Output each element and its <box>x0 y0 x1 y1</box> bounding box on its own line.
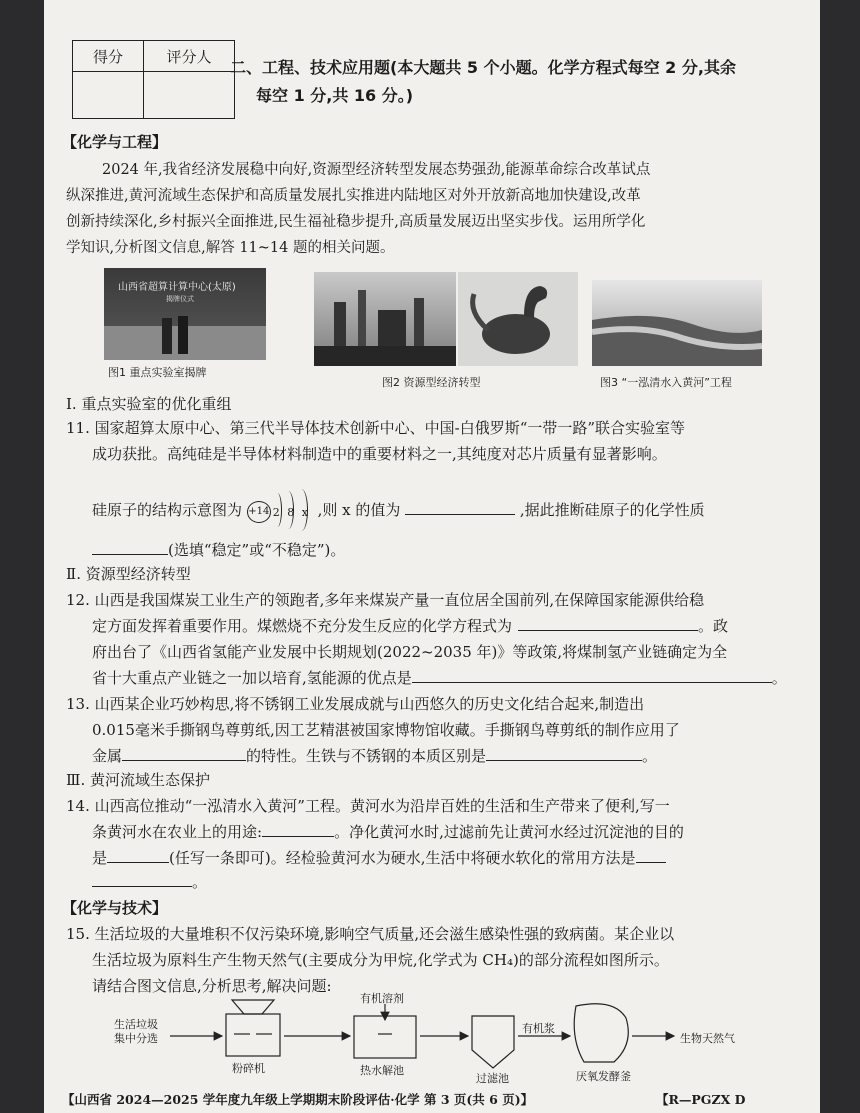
page-footer: 【山西省 2024—2025 学年度九年级上学期期末阶段评估·化学 第 3 页(共 6 页)】 <box>62 1092 534 1107</box>
grader-label: 评分人 <box>144 41 235 72</box>
q14-blank-purpose[interactable] <box>107 848 169 863</box>
q11-blank-stability[interactable] <box>92 540 168 555</box>
flow-slurry-label: 有机浆 <box>522 1022 555 1035</box>
q12-text-c: 省十大重点产业链之一加以培育,氢能源的优点是 <box>92 669 412 687</box>
q13-text-b: 的特性。生铁与不锈钢的本质区别是 <box>246 747 487 765</box>
q12-text-a: 定方面发挥着重要作用。煤燃烧不充分发生反应的化学方程式为 <box>92 617 513 635</box>
q11-text-b: ,则 x 的值为 <box>317 501 401 519</box>
q14-line3 <box>92 848 666 868</box>
q11-text-d: (选填“稳定”或“不稳定”)。 <box>168 541 346 559</box>
figure-2-caption: 图2 资源型经济转型 <box>382 376 481 389</box>
eng-para-3: 创新持续深化,乡村振兴全面推进,民生福祉稳步提升,高质量发展迈出坚实步伐。运用所学化 <box>66 214 646 230</box>
q14-line4 <box>92 872 207 892</box>
figure-3-caption: 图3 “一泓清水入黄河”工程 <box>600 376 732 389</box>
flow-input-label-2: 集中分选 <box>114 1032 158 1045</box>
q11-text-c: ,据此推断硅原子的化学性质 <box>519 501 705 519</box>
subsection-3-title: Ⅲ. 黄河流域生态保护 <box>66 771 211 789</box>
grader-box[interactable] <box>144 72 235 119</box>
q11-line2: 成功获批。高纯硅是半导体材料制造中的重要材料之一,其纯度对芯片质量有显著影响。 <box>92 445 667 463</box>
q14-blank-softening-cont[interactable] <box>92 872 192 887</box>
q13-line2: 0.015毫米手撕钢鸟尊剪纸,因工艺精湛被国家博物馆收藏。手撕钢鸟尊剪纸的制作应用了 <box>92 721 680 739</box>
q11-blank-x[interactable] <box>405 500 515 515</box>
q12-line1: 12. 山西是我国煤炭工业生产的领跑者,多年来煤炭产量一直位居全国前列,在保障国家能源供给稳 <box>66 591 705 609</box>
subsection-1-title: Ⅰ. 重点实验室的优化重组 <box>66 395 232 413</box>
q12-line4 <box>92 668 787 688</box>
q12-text-b: 。政 <box>698 617 729 635</box>
figure-2-factory-photo <box>314 272 456 366</box>
q14-line2 <box>92 822 684 842</box>
eng-para-2: 纵深推进,黄河流域生态保护和高质量发展扎实推进内陆地区对外开放新高地加快建设,改革 <box>66 188 641 204</box>
nucleus-circle: +14 <box>247 501 271 523</box>
q14-text-d: (任写一条即可)。经检验黄河水为硬水,生活中将硬水软化的常用方法是 <box>169 849 636 867</box>
score-table <box>72 40 235 119</box>
person-1 <box>162 318 172 354</box>
q13-text-a: 金属 <box>92 747 123 765</box>
flow-digester-label: 厌氧发酵釜 <box>576 1070 631 1083</box>
q14-text-a: 条黄河水在农业上的用途: <box>92 823 263 841</box>
q14-text-e: 。 <box>192 873 208 891</box>
q14-blank-use[interactable] <box>262 822 334 837</box>
q12-blank-advantage[interactable] <box>412 668 772 683</box>
flow-solvent-label: 有机溶剂 <box>360 992 404 1005</box>
figure-1-caption: 图1 重点实验室揭牌 <box>108 366 207 379</box>
q15-line1: 15. 生活垃圾的大量堆积不仅污染环境,影响空气质量,还会滋生感染性强的致病菌。某企业以 <box>66 925 675 943</box>
eng-header: 【化学与工程】 <box>62 133 168 151</box>
score-box[interactable] <box>73 72 144 119</box>
q11-line3 <box>92 500 705 521</box>
flow-lines <box>114 990 754 1080</box>
flow-crusher-label: 粉碎机 <box>232 1062 265 1075</box>
q13-line3 <box>92 746 657 766</box>
q14-text-b: 。净化黄河水时,过滤前先让黄河水经过沉淀池的目的 <box>334 823 684 841</box>
q13-text-c: 。 <box>642 747 658 765</box>
q15-line3: 请结合图文信息,分析思考,解决问题: <box>92 977 332 995</box>
process-flow-diagram <box>114 990 754 1085</box>
flow-hydrolysis-label: 热水解池 <box>360 1064 404 1077</box>
tech-header: 【化学与技术】 <box>62 899 168 917</box>
q12-line3: 府出台了《山西省氢能产业发展中长期规划(2022~2035 年)》等政策,将煤制氢产业链确定为全 <box>92 643 728 661</box>
q12-text-d: 。 <box>771 669 787 687</box>
silicon-atom-diagram <box>247 501 313 521</box>
q14-text-c: 是 <box>92 849 108 867</box>
flow-input-label-1: 生活垃圾 <box>114 1018 158 1031</box>
section-title: 二、工程、技术应用题(本大题共 5 个小题。化学方程式每空 2 分,其余 <box>230 58 736 77</box>
q14-blank-softening[interactable] <box>636 848 666 863</box>
flow-filter-label: 过滤池 <box>476 1072 509 1085</box>
q13-line1: 13. 山西某企业巧妙构思,将不锈钢工业发展成就与山西悠久的历史文化结合起来,制造出 <box>66 695 645 713</box>
figure-1-photo <box>104 268 266 360</box>
q13-blank-property[interactable] <box>122 746 246 761</box>
figure-1-sub-text: 揭牌仪式 <box>166 295 194 303</box>
q11-line1: 11. 国家超算太原中心、第三代半导体技术创新中心、中国-白俄罗斯“一带一路”联合实验室等 <box>66 419 686 437</box>
q11-text-a: 硅原子的结构示意图为 <box>92 501 243 519</box>
q11-line4 <box>92 540 345 560</box>
q12-line2 <box>92 616 728 636</box>
figure-3-river-photo <box>592 280 762 366</box>
page-footer-code: 【R—PGZX D <box>656 1092 746 1107</box>
person-2 <box>178 316 188 354</box>
q13-blank-difference[interactable] <box>486 746 642 761</box>
eng-para-4: 学知识,分析图文信息,解答 11~14 题的相关问题。 <box>66 240 395 256</box>
subsection-2-title: Ⅱ. 资源型经济转型 <box>66 565 191 583</box>
score-label: 得分 <box>73 41 144 72</box>
figure-2-bird-zun-photo <box>458 272 578 366</box>
flow-product-label: 生物天然气 <box>680 1032 735 1045</box>
q15-line2: 生活垃圾为原料生产生物天然气(主要成分为甲烷,化学式为 CH₄)的部分流程如图所示。 <box>92 951 669 969</box>
figure-1-screen-text: 山西省超算计算中心(太原) <box>118 282 236 293</box>
eng-para-1: 2024 年,我省经济发展稳中向好,资源型经济转型发展态势强劲,能源革命综合改革试点 <box>102 162 651 178</box>
exam-page <box>44 0 820 1113</box>
q12-blank-equation[interactable] <box>518 616 698 631</box>
electron-counts: 2 8 x <box>272 506 310 519</box>
section-title-cont: 每空 1 分,共 16 分。) <box>256 86 414 105</box>
q14-line1: 14. 山西高位推动“一泓清水入黄河”工程。黄河水为沿岸百姓的生活和生产带来了便利,写一 <box>66 797 670 815</box>
